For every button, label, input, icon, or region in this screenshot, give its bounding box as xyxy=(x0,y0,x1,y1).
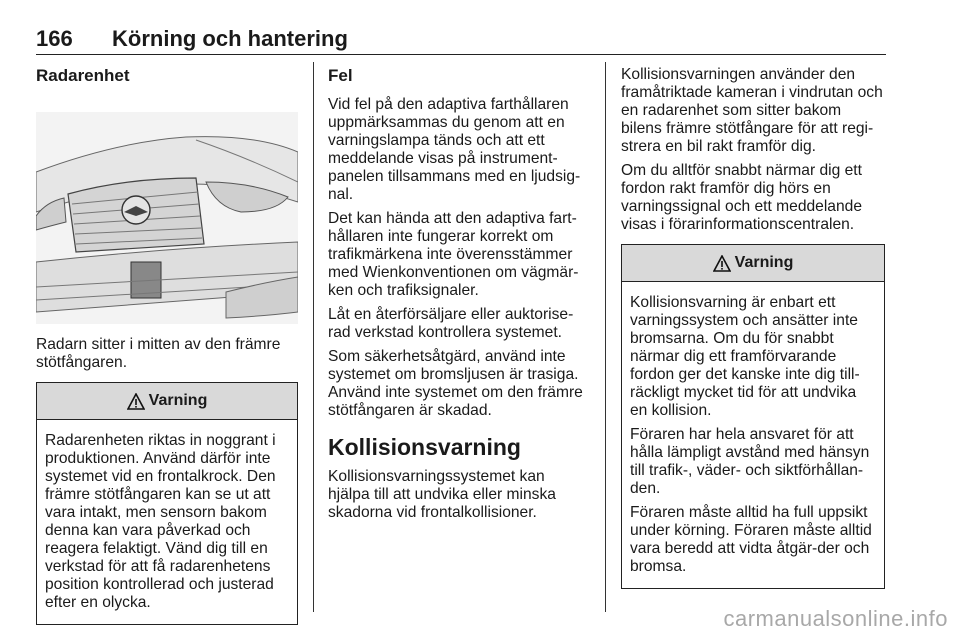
paragraph: Låt en återförsäljare eller auktorise-rad verkstad kontrollera systemet. xyxy=(328,306,574,341)
watermark: carmanualsonline.info xyxy=(723,606,948,631)
column-3 xyxy=(621,66,885,589)
warning-paragraph: Föraren har hela ansvaret för att hålla lämpligt avstånd med hänsyn till trafik-, väder- och siktförhållan-den. xyxy=(630,426,870,497)
paragraph: Kollisionsvarningssystemet kan hjälpa till att undvika eller minska skadorna vid frontalkollisioner. xyxy=(328,468,556,521)
warning-body-1 xyxy=(37,420,297,624)
paragraph: Som säkerhetsåtgärd, använd inte systemet om bromsljusen är trasiga. Använd inte systemet om den främre stötfångaren är skadad. xyxy=(328,348,583,419)
warning-header-1 xyxy=(37,383,297,420)
warning-triangle-icon xyxy=(713,255,731,272)
section-title-fel: Fel xyxy=(328,66,353,85)
warning-title-2: Varning xyxy=(734,254,794,271)
paragraph: Vid fel på den adaptiva farthållaren uppmärksammas du genom att en varningslampa tänds och att ett meddelande visas på instrument-panelen tillsammans med en ljudsig-nal. xyxy=(328,96,581,203)
car-front-illustration xyxy=(36,112,298,324)
column-divider-2 xyxy=(605,62,606,612)
paragraph: Kollisionsvarningen använder den framåtriktade kameran i vindrutan och en radarenhet som sitter bakom bilens främre stötfångare för att regi-strera en bil rakt framför dig. xyxy=(621,66,883,155)
chapter-title: Körning och hantering xyxy=(112,26,348,51)
warning-body-2 xyxy=(622,282,884,588)
paragraph: Det kan hända att den adaptiva fart-hållaren inte fungerar korrekt om trafikmärkena inte överensstämmer med Wienkonventionen om vägmär-ken och trafiksignaler. xyxy=(328,210,579,299)
column-2 xyxy=(328,66,590,528)
warning-box-2 xyxy=(621,244,885,589)
warning-text-1: Radarenheten riktas in noggrant i produktionen. Använd därför inte systemet vid en frontalkrock. Den främre stötfångaren kan se ut att vara intakt, men sensorn bakom denna kan vara påverkad och reagera felaktigt. Vänd dig till en verkstad för att få radarenhetens position kontrollerad och justerad efter en olycka. xyxy=(45,432,276,611)
page-number: 166 xyxy=(36,26,73,51)
column-divider-1 xyxy=(313,62,314,612)
warning-paragraph: Föraren måste alltid ha full uppsikt under körning. Föraren måste alltid vara beredd att vidta åtgär-der och bromsa. xyxy=(630,504,872,575)
section-title-radarenhet: Radarenhet xyxy=(36,66,130,85)
paragraph: Om du alltför snabbt närmar dig ett fordon rakt framför dig hörs en varningssignal och ett meddelande visas i förarinformationscentralen. xyxy=(621,162,862,233)
page-header xyxy=(36,24,886,55)
warning-header-2 xyxy=(622,245,884,282)
warning-box-1 xyxy=(36,382,298,625)
car-front-drawing xyxy=(36,112,298,324)
heading-kollisionsvarning: Kollisionsvarning xyxy=(328,434,521,460)
warning-triangle-icon xyxy=(127,393,145,410)
warning-paragraph: Kollisionsvarning är enbart ett varningssystem och ansätter inte bromsarna. Om du för snabbt närmar dig ett framförvarande fordon ger det kanske inte dig till-räckligt mycket tid för att undvika en kollision. xyxy=(630,294,860,419)
warning-title-1: Varning xyxy=(148,392,208,409)
column-1 xyxy=(36,66,298,625)
figure-caption: Radarn sitter i mitten av den främre stötfångaren. xyxy=(36,336,281,371)
